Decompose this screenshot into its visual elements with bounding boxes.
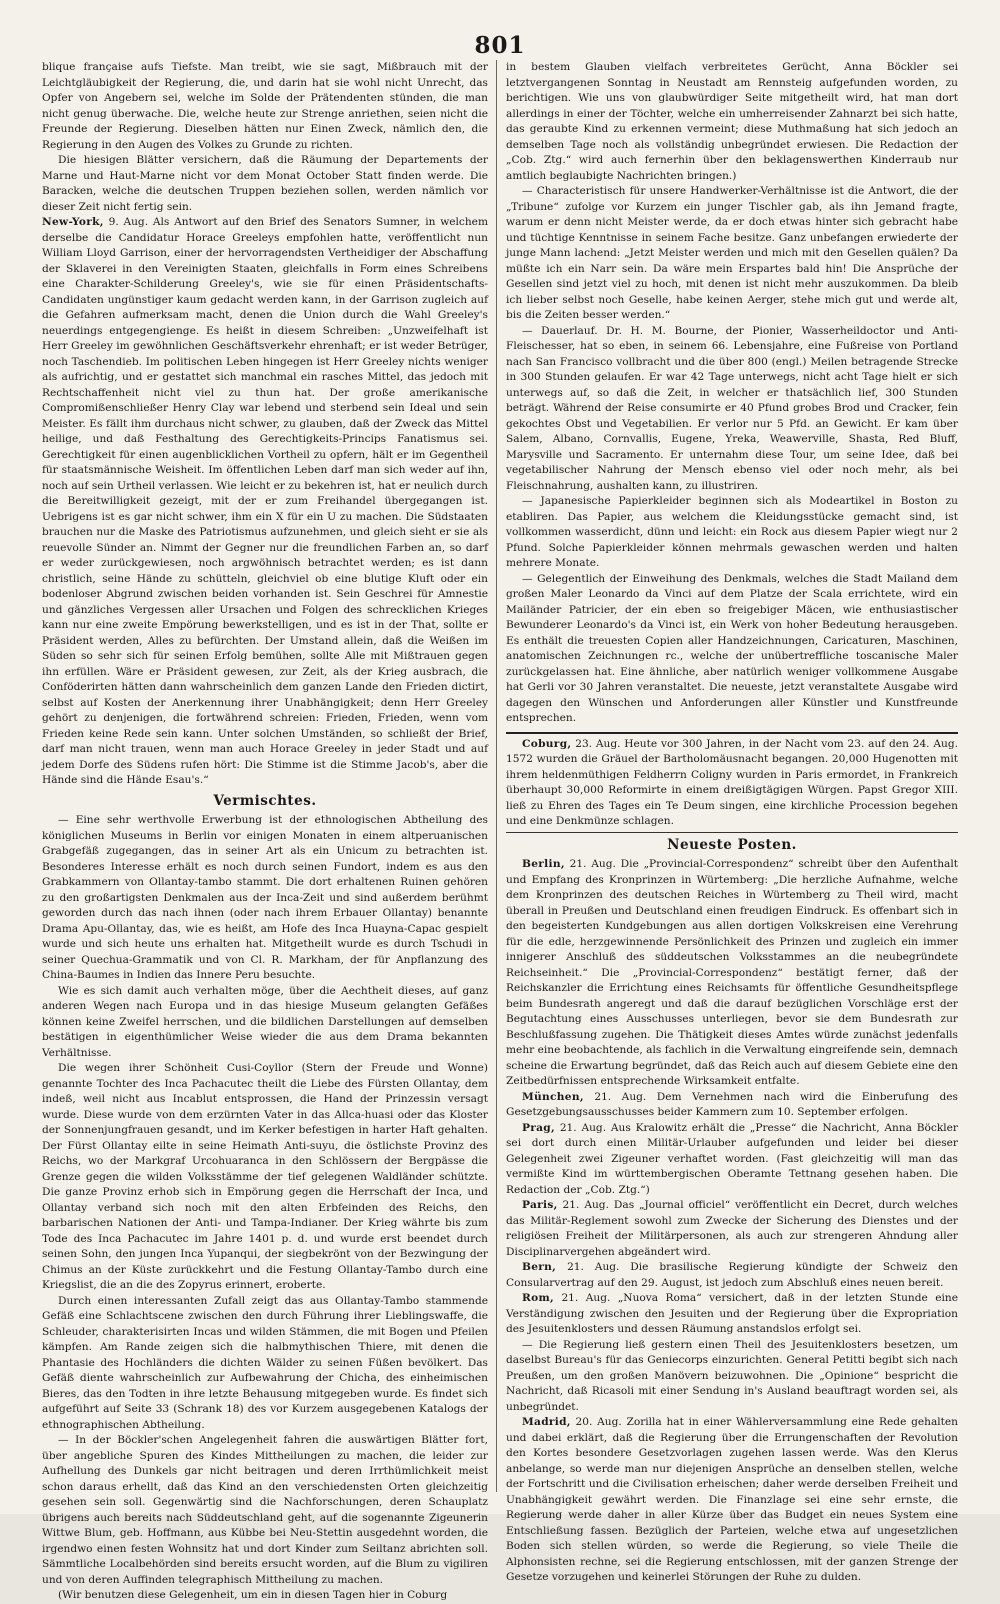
article-body: Als Antwort auf den Brief des Senators Sumner, in welchem derselbe die Candidatur Horace Greeleys empfohlen hatte, veröffentlicht nun William Lloyd Garrison, einer der hervorragendsten Vertheidiger der Abschaffung der Sklaverei in den Vereinigten Staaten, gleichfalls in Form eines Schreibens eine Charakter-Schilderung Greeley's, wie sie für einen Präsidentschafts-Candidaten ungünstiger kaum gedacht werden kann, in der Garrison zugleich auf die Gefahren aufmerksam macht, denen die Union durch die Wahl Greeley's neuerdings entgegengienge. Es heißt in diesem Schreiben: „Unzweifelhaft ist Herr Greeley im gewöhnlichen Geschäftsverkehr ehrenhaft; er ist weder Betrüger, noch Taschendieb. Im politischen Leben hingegen ist Herr Greeley nichts weniger als aufrichtig, und er gestattet sich manchmal ein rasches Mittel, das jedoch mit Rechtschaffenheit nicht viel zu thun hat. Der große amerikanische Compromißenschließer Henry Clay war lebend und sterbend sein Ideal und sein Meister. Es fällt ihm durchaus nicht schwer, zu glauben, daß der Zweck das Mittel heilige, und daß Festhaltung des Gerechtigkeits-Princips Fanatismus sei. Gerechtigkeit für einen augenblicklichen Vortheil zu opfern, hält er im Gegentheil für staatsmännische Weisheit. Im öffentlichen Leben darf man sich weder auf ihn, noch auf sein Urtheil verlassen. Wie leicht er zu bekehren ist, hat er neulich durch die Bereitwilligkeit gezeigt, mit der er zum Freihandel übergegangen ist. Uebrigens ist es gar nicht schwer, ihm ein X für ein U zu machen. Die Südstaaten brauchen nur die Maske des Patriotismus aufzunehmen, und gleich sieht er sie als reuevolle Sünder an. Nimmt der Gegner nur die freundlichen Farben an, so darf er weder zurückgewiesen, noch argwöhnisch betrachtet werden; es ist dann christlich, seine Hände zu schütteln, gleichviel ob eine blutige Kluft oder ein bodenloser Abgrund zwischen beiden vorhanden ist. Sein Geschrei für Amnestie und gänzliches Vergessen aller Ursachen und Folgen des schrecklichen Krieges kann nur eine zweite Empörung bewerkstelligen, und es ist in der That, sollte er Präsident werden, Alles zu befürchten. Der Umstand allein, daß die Weißen im Süden so sehr sich für seinen Erfolg bemühen, sollte Alle mit Mißtrauen gegen ihn erfüllen. Wäre er Präsident gewesen, zur Zeit, als der Krieg ausbrach, die Conföderirten hätten dann wahrscheinlich dem ganzen Lande den Frieden dictirt, selbst auf Kosten der Anerkennung ihrer Unabhängigkeit; denn Herr Greeley gehört zu denjenigen, die fortwährend schreien: Frieden, Frieden, wenn vom Frieden keine Rede sein kann. Unter solchen Umständen, so schließt der Brief, darf man nicht trauen, wenn man auch Horace Greeley in jeder Stadt und auf jedem Dorfe des Südens rufen hört: Die Stimme ist die Stimme Jacob's, aber die Hände sind die Hände Esau's.“ [42,216,488,786]
article-body: 21. Aug. Dem Vernehmen nach wird die Einberufung des Gesetzgebungsausschusses beider Kammern zum 10. September erfolgen. [506,1090,958,1118]
article-body: 20. Aug. Zorilla hat in einer Wählerversammlung eine Rede gehalten und dabei erklärt, daß die Regierung über die Errungenschaften der Revolution den Kortes besondere Gesetzvorlagen zugehen lassen werde. Was den Klerus anbelange, so werde man nur diejenigen Ansprüche an denselben stellen, welche der Fortschritt und die Civilisation erheischen; daher werde derselben Freiheit und Unabhängigkeit gewährt werden. Die Finanzlage sei eine sehr ernste, die Regierung werde daher in aller Kürze über das Budget ein neues System eine Entschließung fassen. Bezüglich der Parteien, welche etwa auf ungesetzlichen Boden sich stellen würden, so werde die Regierung, so viele Theile die Alphonsisten rechne, sei die Regierung entschlossen, mit der ganzen Strenge der Gesetze vorzugehen und keinerlei Störungen der Ruhe zu dulden. [506,1416,958,1583]
section-heading-neueste-posten: Neueste Posten. [667,836,797,853]
paragraph: Wie es sich damit auch verhalten möge, über die Aechtheit dieses, auf ganz anderen Wegen nach Europa und in das hiesige Museum gelangten Gefäßes können keine Zweifel herrschen, und die bildlichen Darstellungen auf demselben bestätigen in eigenthümlicher Weise wieder die aus dem Drama bekannten Verhältnisse. [42,984,488,1059]
dateline-prag: Prag, [522,1121,556,1134]
paragraph: blique française aufs Tiefste. Man treibt, wie sie sagt, Mißbrauch mit der Leichtgläubigkeit der Regierung, die, und darin hat sie wohl nicht Unrecht, das Opfer von Angebern sei, welche im Solde der Prätendenten stünden, die man nicht genug überwache. Die, welche heute zur Strenge anriethen, seien nicht die Freunde der Regierung. Dieselben hätten nur Einen Zweck, nämlich den, die Regierung in den Augen des Volkes zu Grunde zu richten. [42,61,488,151]
section-heading-vermischtes: Vermischtes. [213,792,317,809]
section-rule [506,732,958,734]
column-divider [496,60,497,1492]
news-item-paris [506,1198,958,1260]
news-item-prag [506,1121,958,1199]
paragraph: — In der Böckler'schen Angelegenheit fahren die auswärtigen Blätter fort, über angebliche Spuren des Kindes Mittheilungen zu machen, die leider zur Aufhellung des Dunkels gar nicht beitragen und deren Irrthümlichkeit meist schon daraus erhellt, daß das Kind an den verschiedensten Orten gleichzeitig gesehen sein soll. Gegenwärtig sind die Nachforschungen, deren Schauplatz übrigens auch bereits nach Süddeutschland geht, auf die sogenannte Zigeunerin Wittwe Blum, geb. Hoffmann, aus Kübbe bei Neu-Stettin ausgedehnt worden, die irgendwo einen festen Wohnsitz hat und dort Kinder zum Seiltanz abrichten soll. Sämmtliche Localbehörden sind bereits ersucht worden, auf die Blum zu vigiliren und von deren Auffinden telegraphisch Mittheilung zu machen. [42,1434,488,1586]
news-item-madrid [506,1415,958,1586]
article-body: 21. Aug. Die brasilische Regierung kündigte der Schweiz den Consularvertrag auf den 29. August, ist jedoch zum Abschluß eines neuen bereit. [506,1261,958,1289]
left-column [42,60,488,1601]
page-number: 801 [474,32,526,59]
news-item-coburg [506,737,958,830]
dateline-berlin: Berlin, [522,858,565,870]
dateline-muenchen: München, [522,1090,584,1103]
news-item-muenchen [506,1090,958,1121]
paragraph: (Wir benutzen diese Gelegenheit, um ein in diesen Tagen hier in Coburg [58,1589,448,1601]
article-body: 21. Aug. „Nuova Roma“ versichert, daß in der letzten Stunde eine Verständigung zwischen den Jesuiten und der Regierung über die Expropriation des Jesuitenklosters und dessen Räumung anstandslos erfolgt sei. [506,1292,959,1335]
paragraph: Durch einen interessanten Zufall zeigt das aus Ollantay-Tambo stammende Gefäß eine Schlachtscene zwischen den durch Führung ihrer Lieblingswaffe, die Schleuder, charakterisirten Incas und wilden Stämmen, die mit Bogen und Pfeilen kämpfen. Am Rande zeigen sich die halbmythischen Thiere, mit denen die Phantasie des Hochländers die dichten Wälder zu seinen Füßen bevölkert. Das Gefäß diente wahrscheinlich zur Aufbewahrung der Chicha, des einheimischen Bieres, das den Todten in ihre letzte Behausung mitgegeben wurde. Es findet sich aufgeführt auf Seite 33 (Schrank 18) des vor Kurzem ausgegebenen Katalogs der ethnographischen Abtheilung. [42,1294,488,1431]
dateline-new-york: New-York, [42,216,104,228]
news-item-new-york [42,215,488,789]
dateline-madrid: Madrid, [522,1416,571,1428]
article-body: 23. Aug. Heute vor 300 Jahren, in der Nacht vom 23. auf den 24. Aug. 1572 wurden die Gräuel der Bartholomäusnacht begangen. 20,000 Hugenotten mit ihrem heldenmüthigen Feldherrn Coligny wurden in Paris ermordet, in Frankreich überhaupt 30,000 Reformirte in einem dreißigtägigen Würgen. Papst Gregor XIII. ließ zu Ehren des Tages ein Te Deum singen, eine kirchliche Procession begehen und eine Denkmünze schlagen. [506,737,958,827]
section-rule [506,832,958,833]
paragraph: — Eine sehr werthvolle Erwerbung ist der ethnologischen Abtheilung des königlichen Museums in Berlin vor einigen Monaten in einem altperuanischen Grabgefäß zugegangen, das in seiner Art als ein Unicum zu betrachten ist. Besonderes Interesse erhält es noch durch seinen Fundort, indem es aus den Grabkammern von Ollantay-tambo stammt. Die dort erhaltenen Ruinen gehören zu den großartigsten Denkmalen aus der Inca-Zeit und sind außerdem berühmt geworden durch das nach ihnen (oder nach ihrem Erbauer Ollantay) benannte Drama Apu-Ollantay, das, wie es heißt, am Hofe des Inca Huayna-Capac gespielt wurde und sich heute uns erhalten hat. Mitgetheilt wurde es durch Tschudi in seiner Quechua-Grammatik und von Cl. R. Markham, der für Anpflanzung des China-Baumes in Indien das Innere Peru besuchte. [42,814,488,981]
paragraph: — Die Regierung ließ gestern einen Theil des Jesuitenklosters besetzen, um daselbst Bureau's für das Geniecorps einzurichten. General Petitti begibt sich nach Preußen, um den großen Manövern beizuwohnen. Die „Opinione“ bespricht die Nachricht, daß Ricasoli mit einer Sendung in's Ausland beauftragt worden sei, als unbegründet. [506,1338,958,1413]
dateline-bern: Bern, [522,1261,557,1273]
right-column [506,60,959,1583]
paragraph: — Characteristisch für unsere Handwerker-Verhältnisse ist die Antwort, die der „Tribune“ zufolge vor Kurzem ein junger Tischler gab, als ihn Jemand fragte, warum er denn nicht Meister werde, da er doch etwas hinter sich gebracht habe und tüchtige Kenntnisse in seinem Fache besitze. Ganz unbefangen erwiederte der junge Mann lachend: „Jetzt Meister werden und mich mit den Gesellen quälen? Da müßte ich ein Narr sein. Da wäre mein Erspartes bald hin! Die Ansprüche der Gesellen sind jetzt viel zu hoch, mit denen ist nicht mehr auszukommen. Da bleib ich lieber selbst noch Geselle, habe keinen Aerger, stehe mich gut und werde alt, bis die Zeiten besser werden.“ [506,185,958,321]
paragraph: — Dauerlauf. Dr. H. M. Bourne, der Pionier, Wasserheildoctor und Anti-Fleischesser, hat so eben, in seinem 66. Lebensjahre, eine Fußreise von Portland nach San Francisco vollbracht und die über 800 (engl.) Meilen betragende Strecke in 300 Stunden gelaufen. Er war 42 Tage unterwegs, nicht acht Tage hielt er sich unterwegs auf, so daß die Zeit, in welcher er thatsächlich lief, 300 Stunden beträgt. Während der Reise consumirte er 40 Pfund grobes Brod und Cracker, fein gekochtes Obst und Vegetabilien. Er verlor nur 5 Pfd. an Gewicht. Er kam über Salem, Albano, Cornvallis, Eugene, Yreka, Weawerville, Shasta, Red Bluff, Marysville und Sacramento. Er unternahm diese Tour, um seine Idee, daß bei vegetabilischer Nahrung der Mensch ebenso viel oder noch mehr, als bei Fleischnahrung, aushalten kann, zu illustriren. [506,324,958,492]
dateline-coburg: Coburg, [522,737,572,750]
news-item-bern [506,1260,958,1291]
news-item-berlin [506,857,958,1090]
news-item-rom [506,1291,958,1338]
paragraph: in bestem Glauben vielfach verbreitetes Gerücht, Anna Böckler sei letztvergangenen Sonntag in Neustadt am Rennsteig aufgefunden worden, zu berichtigen. Wie uns von glaubwürdiger Seite mitgetheilt wird, hat man dort allerdings in einer der Töchter, welche ein umherreisender Zahnarzt bei sich hatte, das geraubte Kind zu erkennen vermeint; diese Muthmaßung hat sich jedoch an demselben Tage noch als vollständig unbegründet erwiesen. Die Redaction der „Cob. Ztg.“ wird auch fernerhin über den beklagenswerthen Kinderraub nur amtlich beglaubigte Nachrichten bringen.) [506,61,958,182]
paragraph: — Japanesische Papierkleider beginnen sich als Modeartikel in Boston zu etabliren. Das Papier, aus welchem die Kleidungsstücke gemacht sind, ist vollkommen wasserdicht, dünn und leicht: ein Rock aus diesem Papier wiegt nur 2 Pfund. Solche Papierkleider können mehrmals gewaschen werden und halten mehrere Monate. [506,495,958,569]
dateline-paris: Paris, [522,1199,558,1211]
paragraph: — Gelegentlich der Einweihung des Denkmals, welches die Stadt Mailand dem großen Maler Leonardo da Vinci auf dem Platze der Scala errichtete, wird ein Mailänder Patricier, der ein eben so freigebiger Mäcen, wie enthusiastischer Bewunderer Leonardo's da Vinci ist, ein Werk von hoher Bedeutung herausgeben. Es enthält die treuesten Copien aller Handzeichnungen, Caricaturen, Maschinen, anatomischen Zeichnungen rc., welche der unübertreffliche toscanische Maler zurückgelassen hat. Eine ähnliche, aber natürlich weniger vollkommene Ausgabe hat Gerli vor 30 Jahren veranstaltet. Die neueste, jetzt veranstaltete Ausgabe wird dagegen den Wünschen und Anforderungen aller Künstler und Kunstfreunde entsprechen. [506,572,958,724]
dateline-date: 9. Aug. [108,216,149,228]
article-body: 21. Aug. Aus Kralowitz erhält die „Presse“ die Nachricht, Anna Böckler sei dort durch einen Militär-Urlauber aufgefunden und leider bei dieser Gelegenheit zwei Zigeuner verhaftet worden. (Fast gleichzeitig will man das vermißte Kind im württembergischen Oberamte Tettnang gesehen haben. Die Redaction der „Cob. Ztg.“) [506,1121,958,1196]
article-body: 21. Aug. Das „Journal officiel“ veröffentlicht ein Decret, durch welches das Militär-Reglement sowohl zum Zwecke der Sicherung des Dienstes und der religiösen Freiheit der Militärpersonen, als auch zur strengeren Ahndung aller Disciplinarvergehen abgeändert wird. [506,1199,958,1258]
paragraph: Die hiesigen Blätter versichern, daß die Räumung der Departements der Marne und Haut-Marne nicht vor dem Monat October Statt finden werde. Die Baracken, welche die deutschen Truppen beziehen sollen, werden nämlich vor dieser Zeit nicht fertig sein. [42,154,488,213]
article-body: 21. Aug. Die „Provincial-Correspondenz“ schreibt über den Aufenthalt und Empfang des Kronprinzen in Würtemberg: „Die herzliche Aufnahme, welche dem Kronprinzen des deutschen Reiches in Würtemberg zu Theil wird, macht überall in Preußen und Deutschland einen freudigen Eindruck. Es offenbart sich in den begeisterten Kundgebungen aus allen dortigen Volkskreisen eine Verehrung für die edle, herzgewinnende Persönlichkeit des Prinzen und zugleich ein immer innigerer Anschluß des süddeutschen Volksstammes an die neubegründete Reichseinheit.“ Die „Provincial-Correspondenz“ bestätigt ferner, daß der Reichskanzler die Errichtung eines Reichsamts für öffentliche Gesundheitspflege beim Bundesrath angeregt und daß die darauf bezüglichen Vorschläge erst der Begutachtung eines Ausschusses unterliegen, bevor sie dem Bundesrath zur Beschlußfassung zugehen. Die Thätigkeit dieses Amtes würde zunächst jedenfalls mehr eine beobachtende, als fachlich in die Verwaltung eingreifende sein, demnach scheine die Erwartung begründet, daß das Reich auch auf diesem Gebiete eine den Zeitbedürfnissen entsprechende Wirksamkeit entfalte. [506,858,958,1087]
paragraph: Die wegen ihrer Schönheit Cusi-Coyllor (Stern der Freude und Wonne) genannte Tochter des Inca Pachacutec theilt die Liebe des Fürsten Ollantay, dem indeß, weil nicht aus Incablut entsprossen, die Hand der Prinzessin versagt wurde. Diese wurde von dem erzürnten Vater in das Allca-huasi oder das Kloster der Sonnenjungfrauen gesandt, und im Kerker befestigen in harter Haft gehalten. Der Fürst Ollantay eilte in seine Heimath Anti-suyu, die östlichste Provinz des Reichs, wo der Markgraf Urcohuaranca in den Schlössern der Bergpässe die Grenze gegen die wilden Volksstämme der tief gelegenen Waldländer schützte. Die ganze Provinz erhob sich in Empörung gegen die Herrschaft der Inca, und Ollantay verband sich noch mit den alten Erbfeinden des Reichs, den barbarischen Nationen der Anti- und Tampa-Indianer. Der Krieg währte bis zum Tode des Inca Pachacutec im Jahre 1401 p. d. und wurde erst beendet durch seinen Sohn, den jungen Inca Yupanqui, der siegbekrönt von der Bezwingung der Chimus an der Küste zurückkehrt und die Festung Ollantay-Tambo durch eine Kriegslist, die an die des Zopyrus erinnert, eroberte. [42,1062,488,1291]
dateline-rom: Rom, [522,1292,554,1304]
